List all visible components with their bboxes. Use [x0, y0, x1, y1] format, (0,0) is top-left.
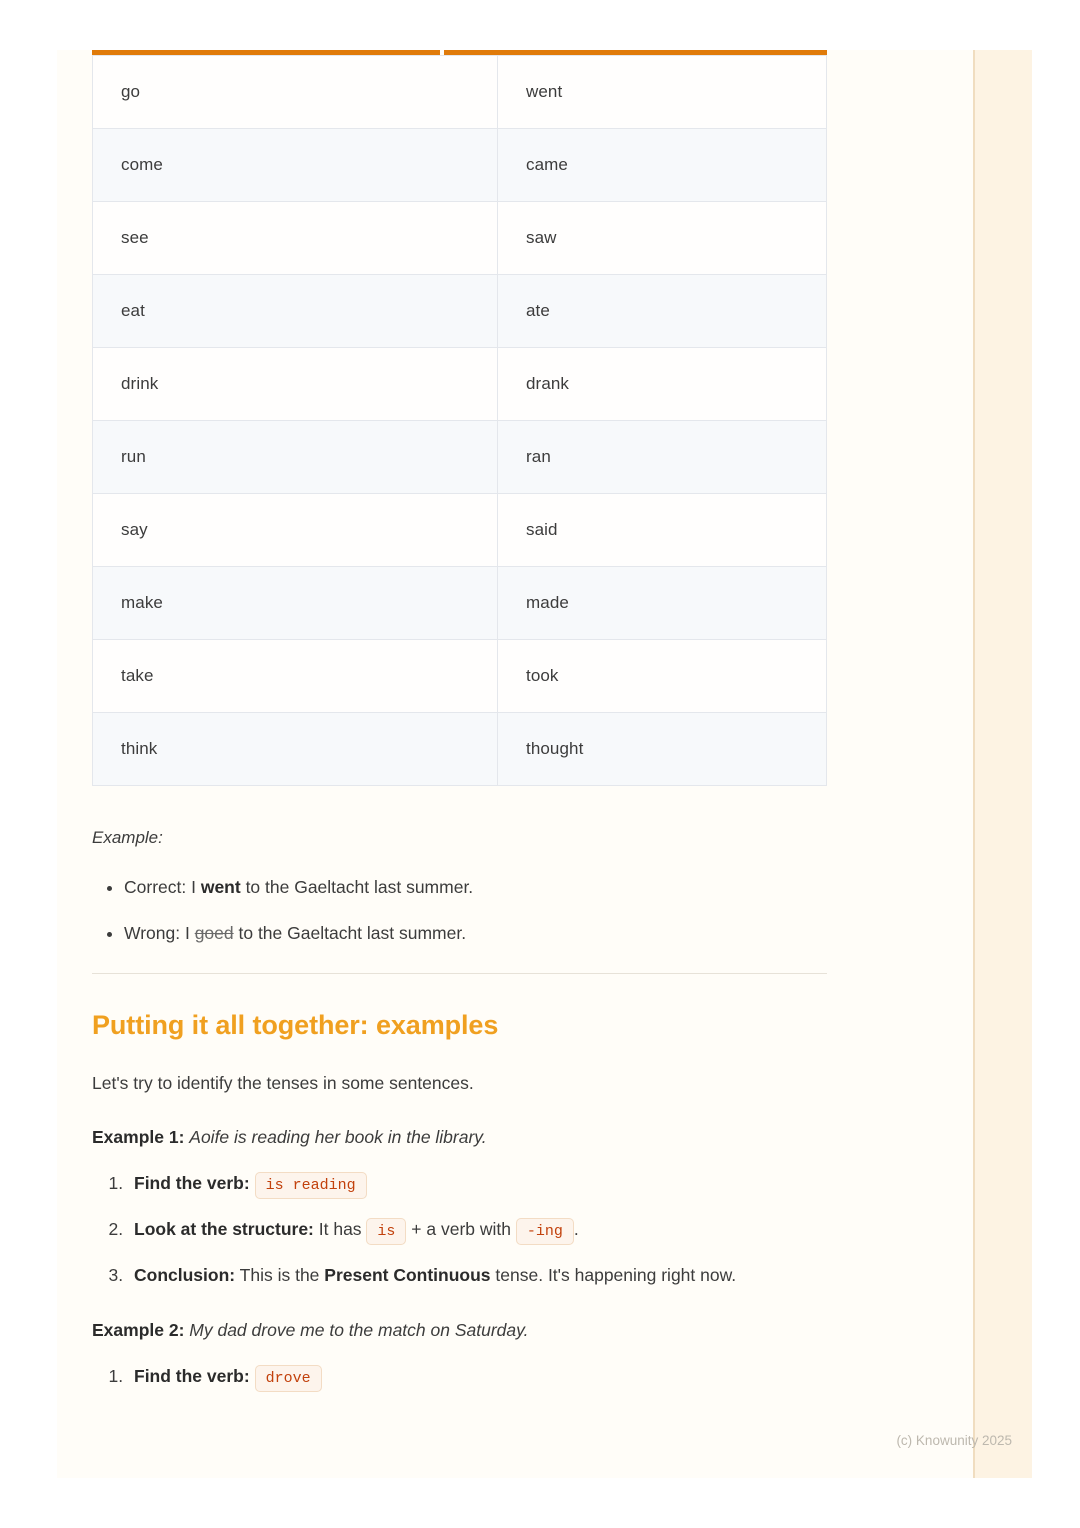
verb-chip: is: [366, 1218, 406, 1245]
table-cell-past: took: [498, 640, 827, 713]
table-cell-past: said: [498, 494, 827, 567]
verb-chip: is reading: [255, 1172, 367, 1199]
section-divider: [92, 973, 827, 974]
irregular-verbs-table: [92, 55, 827, 786]
table-cell-past: ate: [498, 275, 827, 348]
list-item: [128, 1170, 872, 1197]
table-row: [93, 275, 827, 348]
step-text: .: [573, 1219, 579, 1239]
table-cell-base: think: [93, 713, 498, 786]
table-row: [93, 421, 827, 494]
suffix-chip: -ing: [516, 1218, 574, 1245]
table-cell-base: make: [93, 567, 498, 640]
table-row: [93, 56, 827, 129]
example1-sentence: Aoife is reading her book in the library.: [189, 1126, 487, 1147]
bullet-prefix: Correct: I: [124, 877, 201, 897]
table-row: [93, 713, 827, 786]
list-item: [128, 1363, 872, 1390]
table-cell-base: eat: [93, 275, 498, 348]
table-row: [93, 348, 827, 421]
example2-label: Example 2:: [92, 1320, 185, 1341]
example2-steps: [92, 1363, 872, 1390]
step-text: This is the: [235, 1265, 325, 1286]
tense-name: Present Continuous: [324, 1265, 491, 1286]
example1-label: Example 1:: [92, 1126, 185, 1147]
list-item: [128, 1216, 872, 1243]
example1-steps: [92, 1170, 872, 1290]
example-bullet-list: [92, 874, 872, 947]
table-cell-past: went: [498, 56, 827, 129]
table-cell-base: see: [93, 202, 498, 275]
document-page: [57, 50, 1032, 1478]
table-cell-past: made: [498, 567, 827, 640]
step-text: tense. It's happening right now.: [490, 1265, 737, 1286]
list-item: [124, 920, 872, 946]
table-row: [93, 129, 827, 202]
page-side-band: [973, 50, 1032, 1478]
table-cell-base: say: [93, 494, 498, 567]
table-row: [93, 494, 827, 567]
verb-chip: drove: [255, 1365, 322, 1392]
step-text: + a verb with: [406, 1219, 516, 1239]
example2-heading: [92, 1320, 872, 1341]
document-content: [92, 50, 872, 1410]
section-title: Putting it all together: examples: [92, 1009, 499, 1040]
step-label: Find the verb:: [134, 1172, 250, 1193]
table-cell-base: take: [93, 640, 498, 713]
example2-sentence: My dad drove me to the match on Saturday.: [189, 1320, 529, 1341]
table-cell-base: go: [93, 56, 498, 129]
bullet-suffix: to the Gaeltacht last summer.: [240, 877, 474, 897]
example-label: Example:: [92, 828, 163, 847]
table-cell-base: run: [93, 421, 498, 494]
table-row: [93, 202, 827, 275]
section-intro: Let's try to identify the tenses in some sentences.: [92, 1072, 474, 1093]
step-text: It has: [313, 1219, 367, 1239]
table-cell-base: drink: [93, 348, 498, 421]
table-cell-past: ran: [498, 421, 827, 494]
table-cell-past: came: [498, 129, 827, 202]
bullet-strikethrough: goed: [194, 923, 234, 944]
bullet-prefix: Wrong: I: [124, 923, 195, 944]
step-label: Find the verb:: [134, 1366, 250, 1387]
table-body: [93, 56, 827, 786]
table-cell-base: come: [93, 129, 498, 202]
step-label: Conclusion:: [134, 1265, 236, 1286]
table-top-rule: [92, 50, 827, 55]
table-cell-past: saw: [498, 202, 827, 275]
example1-heading: [92, 1127, 872, 1148]
list-item: [124, 874, 872, 900]
bullet-bold: went: [200, 877, 241, 897]
table-cell-past: thought: [498, 713, 827, 786]
list-item: [128, 1262, 872, 1289]
table-row: [93, 567, 827, 640]
table-row: [93, 640, 827, 713]
table-cell-past: drank: [498, 348, 827, 421]
step-label: Look at the structure:: [134, 1219, 314, 1239]
bullet-suffix: to the Gaeltacht last summer.: [233, 923, 467, 944]
watermark: (c) Knowunity 2025: [896, 1433, 1012, 1448]
